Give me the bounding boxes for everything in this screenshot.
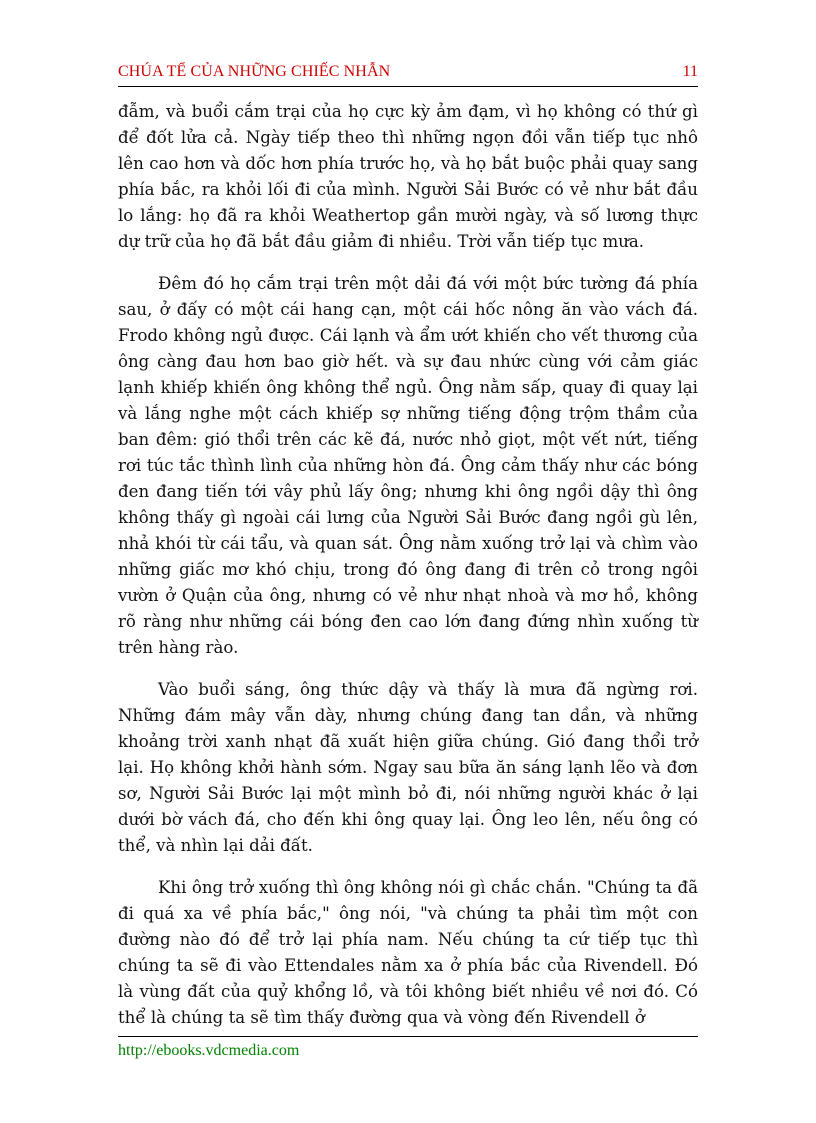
paragraph: Khi ông trở xuống thì ông không nói gì chắc chắn. "Chúng ta đã đi quá xa về phía bắc," ông nói, "và chúng ta phải tìm một con đường nào đó để trở lại phía nam. Nếu chúng ta cứ tiếp tục thì chúng ta sẽ đi vào Ettendales nằm xa ở phía bắc của Rivendell. Đó là vùng đất của quỷ khổng lồ, và tôi không biết nhiều về nơi đó. Có thể là chúng ta sẽ tìm thấy đường qua và vòng đến Rivendell ở (118, 878, 698, 1027)
footer-divider (118, 1036, 698, 1037)
page-header (118, 63, 698, 83)
page-number: 11 (682, 63, 698, 80)
book-title: CHÚA TỂ CỦA NHỮNG CHIẾC NHẪN (118, 63, 391, 80)
footer-link[interactable]: http://ebooks.vdcmedia.com (118, 1042, 300, 1059)
page-body (118, 99, 698, 1047)
paragraph: Đêm đó họ cắm trại trên một dải đá với một bức tường đá phía sau, ở đấy có một cái hang cạn, một cái hốc nông ăn vào vách đá. Frodo không ngủ được. Cái lạnh và ẩm ướt khiến cho vết thương của ông càng đau hơn bao giờ hết. và sự đau nhức cùng với cảm giác lạnh khiếp khiến ông không thể ngủ. Ông nằm sấp, quay đi quay lại và lắng nghe một cách khiếp sợ những tiếng động trộm thầm của ban đêm: gió thổi trên các kẽ đá, nước nhỏ giọt, một vết nứt, tiếng rơi túc tắc thình lình của những hòn đá. Ông cảm thấy như các bóng đen đang tiến tới vây phủ lấy ông; nhưng khi ông ngồi dậy thì ông không thấy gì ngoài cái lưng của Người Sải Bước đang ngồi gù lên, nhả khói từ cái tẩu, và quan sát. Ông nằm xuống trở lại và chìm vào những giấc mơ khó chịu, trong đó ông đang đi trên cỏ trong ngôi vườn ở Quận của ông, nhưng có vẻ như nhạt nhoà và mơ hồ, không rõ ràng như những cái bóng đen cao lớn đang đứng nhìn xuống từ trên hàng rào. (118, 274, 698, 657)
header-divider (118, 86, 698, 87)
paragraph: đẫm, và buổi cắm trại của họ cực kỳ ảm đạm, vì họ không có thứ gì để đốt lửa cả. Ngày tiếp theo thì những ngọn đồi vẫn tiếp tục nhô lên cao hơn và dốc hơn phía trước họ, và họ bắt buộc phải quay sang phía bắc, ra khỏi lối đi của mình. Người Sải Bước có vẻ như bắt đầu lo lắng: họ đã ra khỏi Weathertop gần mười ngày, và số lương thực dự trữ của họ đã bắt đầu giảm đi nhiều. Trời vẫn tiếp tục mưa. (118, 102, 698, 251)
paragraph: Vào buổi sáng, ông thức dậy và thấy là mưa đã ngừng rơi. Những đám mây vẫn dày, nhưng chúng đang tan dần, và những khoảng trời xanh nhạt đã xuất hiện giữa chúng. Gió đang thổi trở lại. Họ không khởi hành sớm. Ngay sau bữa ăn sáng lạnh lẽo và đơn sơ, Người Sải Bước lại một mình bỏ đi, nói những người khác ở lại dưới bờ vách đá, cho đến khi ông quay lại. Ông leo lên, nếu ông có thể, và nhìn lại dải đất. (118, 680, 698, 855)
